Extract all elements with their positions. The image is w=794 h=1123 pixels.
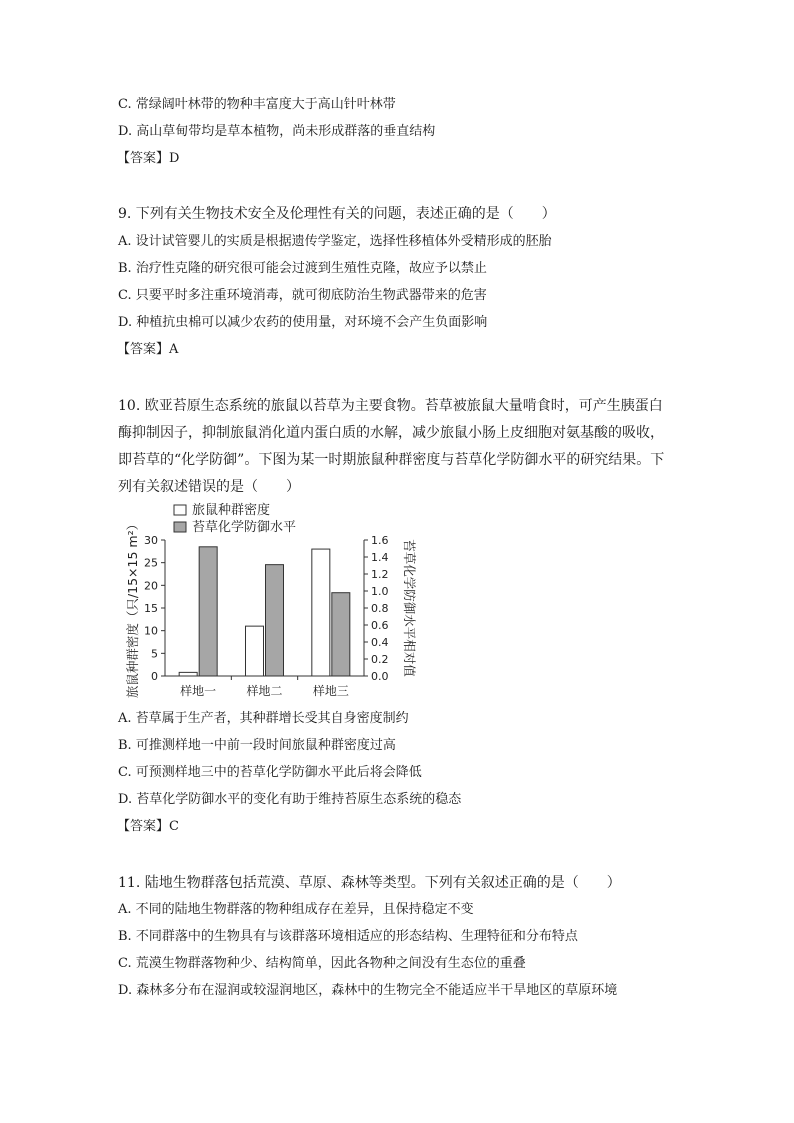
right-tick-label: 1.0 (371, 585, 389, 598)
q9-answer: 【答案】A (117, 342, 179, 357)
legend-label-defense: 苔草化学防御水平 (192, 520, 297, 535)
right-tick-label: 1.6 (371, 534, 389, 547)
bar-defense (332, 593, 350, 676)
q11-option-b: B. 不同群落中的生物具有与该群落环境相适应的形态结构、生理特征和分布特点 (118, 929, 578, 944)
q8-answer: 【答案】D (117, 151, 180, 166)
right-tick-label: 0.6 (371, 619, 389, 632)
legend-label-density: 旅鼠种群密度 (192, 503, 271, 518)
q10-answer: 【答案】C (117, 819, 179, 834)
right-tick-label: 0.2 (371, 653, 389, 666)
q9-option-a: A. 设计试管婴儿的实质是根据遗传学鉴定，选择性移植体外受精形成的胚胎 (118, 234, 552, 249)
left-tick-label: 10 (144, 624, 158, 638)
bar-density (179, 672, 197, 676)
left-tick-label: 30 (144, 534, 158, 547)
category-label: 样地三 (312, 684, 349, 698)
q11-option-a: A. 不同的陆地生物群落的物种组成存在差异，且保持稳定不变 (118, 902, 474, 917)
left-tick-label: 0 (151, 670, 158, 683)
q11-option-d: D. 森林多分布在湿润或较湿润地区，森林中的生物完全不能适应半干旱地区的草原环境 (118, 983, 618, 998)
density-defense-chart (116, 500, 446, 708)
q10-stem-line-3: 即苔草的“化学防御”。下图为某一时期旅鼠种群密度与苔草化学防御水平的研究结果。下 (118, 452, 665, 468)
q9-stem: 9. 下列有关生物技术安全及伦理性有关的问题，表述正确的是（ ） (118, 206, 556, 222)
right-tick-label: 0.0 (371, 670, 389, 683)
q10-option-c: C. 可预测样地三中的苔草化学防御水平此后将会降低 (118, 765, 422, 780)
q8-option-d: D. 高山草甸带均是草本植物，尚未形成群落的垂直结构 (118, 124, 436, 139)
chart-legend (174, 502, 296, 535)
category-label: 样地二 (246, 684, 283, 698)
left-tick-label: 5 (151, 647, 158, 661)
left-tick-label: 25 (144, 556, 158, 570)
bar-defense (199, 547, 217, 676)
right-tick-label: 0.4 (371, 636, 389, 649)
left-tick-label: 15 (144, 602, 158, 615)
bar-defense (266, 565, 284, 676)
q10-stem-line-4: 列有关叙述错误的是（ ） (118, 479, 300, 495)
q10-option-a: A. 苔草属于生产者，其种群增长受其自身密度制约 (118, 711, 409, 726)
q10-stem-line-1: 10. 欧亚苔原生态系统的旅鼠以苔草为主要食物。苔草被旅鼠大量啃食时，可产生胰蛋白 (118, 398, 663, 414)
q11-option-c: C. 荒漠生物群落物种少、结构简单，因此各物种之间没有生态位的重叠 (118, 956, 526, 971)
bar-density (246, 626, 264, 676)
left-axis-title: 旅鼠种群密度（只/15×15 m²） (125, 517, 140, 699)
q9-option-c: C. 只要平时多注重环境消毒，就可彻底防治生物武器带来的危害 (118, 288, 487, 303)
q10-option-d: D. 苔草化学防御水平的变化有助于维持苔原生态系统的稳态 (118, 792, 462, 807)
q9-option-d: D. 种植抗虫棉可以减少农药的使用量，对环境不会产生负面影响 (118, 315, 488, 330)
right-tick-label: 1.2 (371, 568, 389, 581)
q10-option-b: B. 可推测样地一中前一段时间旅鼠种群密度过高 (118, 738, 396, 753)
left-tick-label: 20 (144, 579, 158, 593)
q10-stem-line-2: 酶抑制因子，抑制旅鼠消化道内蛋白质的水解，减少旅鼠小肠上皮细胞对氨基酸的吸收， (118, 425, 664, 441)
right-tick-label: 0.8 (371, 602, 389, 615)
category-label: 样地一 (180, 684, 217, 698)
q8-option-c: C. 常绿阔叶林带的物种丰富度大于高山针叶林带 (118, 97, 396, 112)
bar-density (312, 549, 330, 676)
legend-swatch-density (174, 505, 186, 515)
q11-stem: 11. 陆地生物群落包括荒漠、草原、森林等类型。下列有关叙述正确的是（ ） (118, 875, 621, 891)
right-axis-title: 苔草化学防御水平相对值 (402, 539, 417, 677)
q9-option-b: B. 治疗性克隆的研究很可能会过渡到生殖性克隆，故应予以禁止 (118, 261, 487, 276)
legend-swatch-defense (174, 522, 186, 532)
right-tick-label: 1.4 (371, 551, 389, 564)
